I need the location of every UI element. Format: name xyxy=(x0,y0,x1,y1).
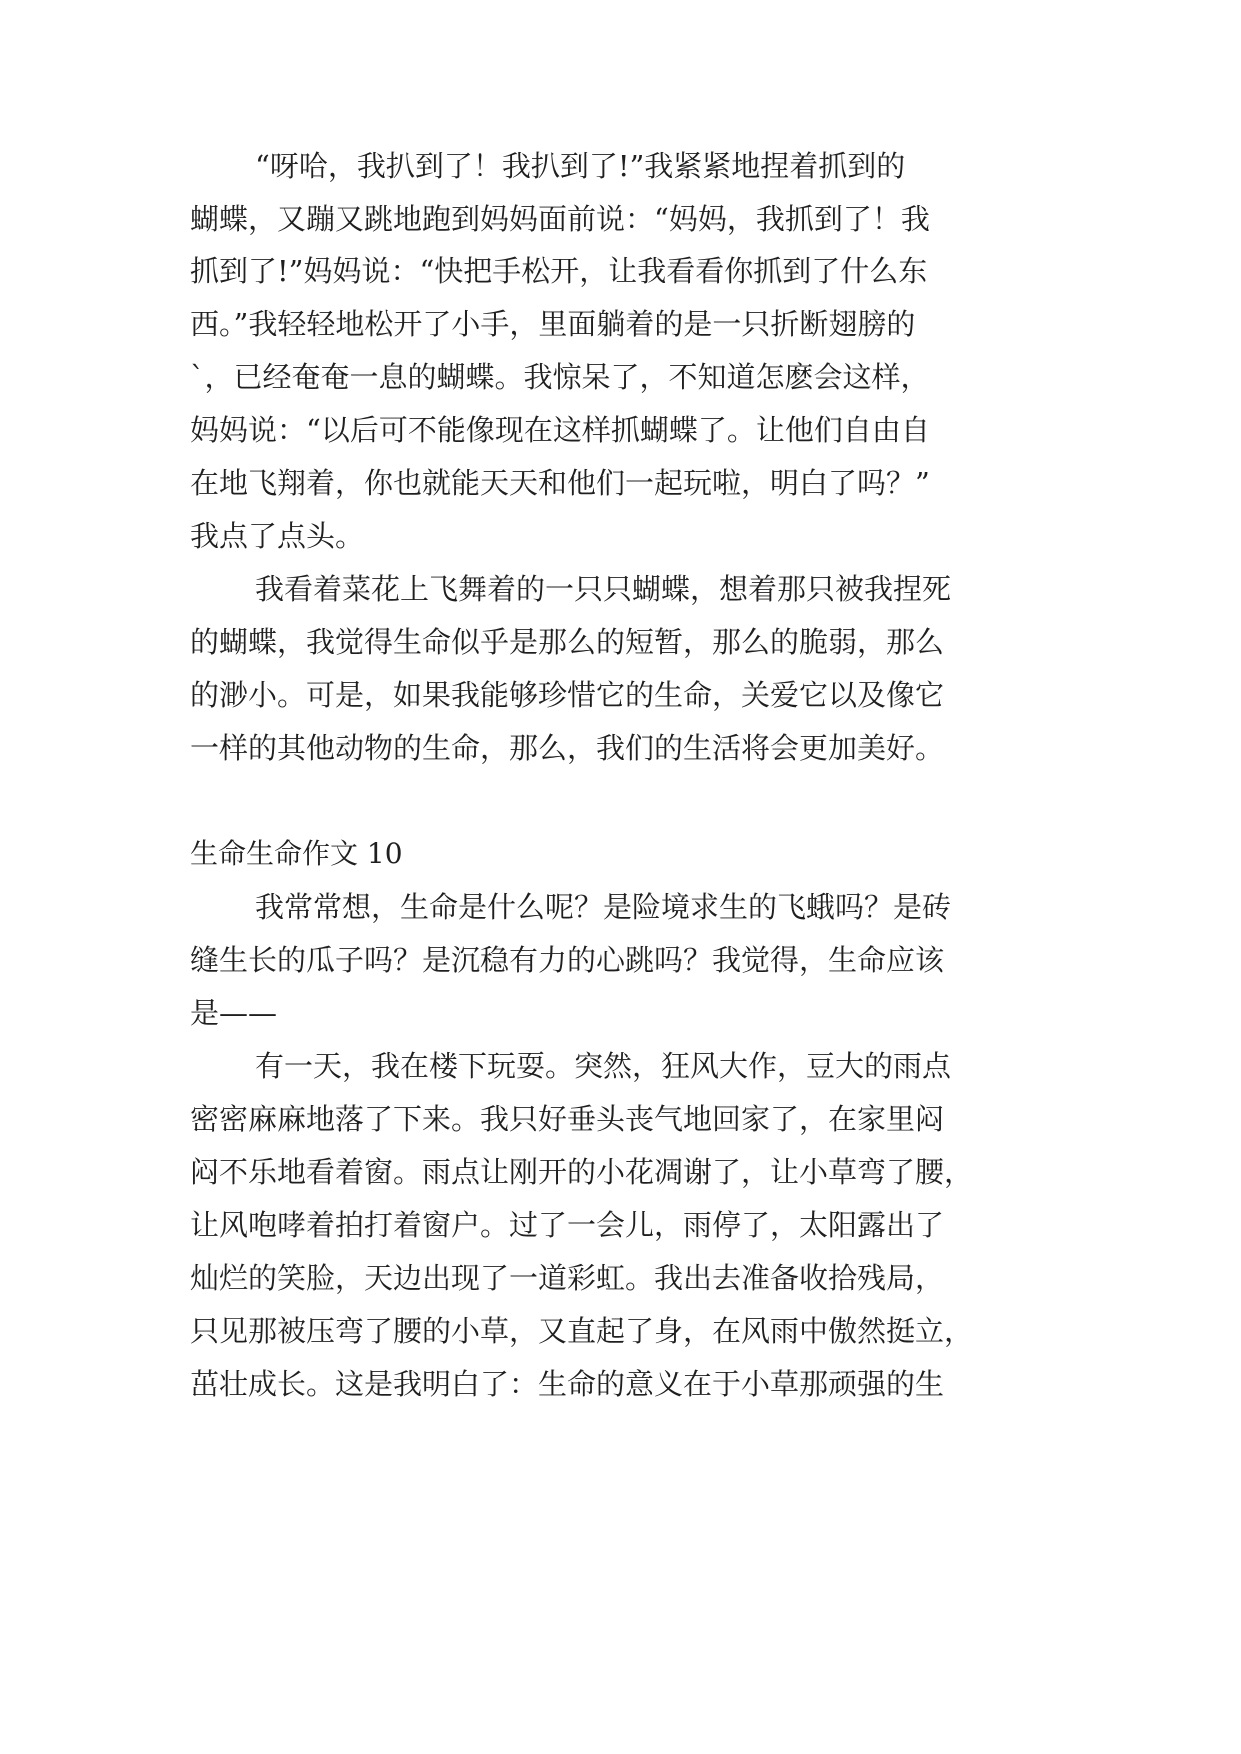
text-line: 在地飞翔着，你也就能天天和他们一起玩啦，明白了吗？” xyxy=(190,466,930,500)
text-line: 的蝴蝶，我觉得生命似乎是那么的短暂，那么的脆弱，那么 xyxy=(190,625,945,659)
text-line: 只见那被压弯了腰的小草，又直起了身，在风雨中傲然挺立， xyxy=(190,1314,974,1348)
text-line: 我常常想，生命是什么呢？是险境求生的飞蛾吗？是砖 xyxy=(255,890,952,924)
text-line: 闷不乐地看着窗。雨点让刚开的小花凋谢了，让小草弯了腰， xyxy=(190,1155,974,1189)
text-line: 是—— xyxy=(190,996,278,1030)
text-line: 让风咆哮着拍打着窗户。过了一会儿，雨停了，太阳露出了 xyxy=(190,1208,945,1242)
text-line: 茁壮成长。这是我明白了：生命的意义在于小草那顽强的生 xyxy=(190,1367,945,1401)
text-line: 灿烂的笑脸，天边出现了一道彩虹。我出去准备收拾残局， xyxy=(190,1261,945,1295)
text-line: 一样的其他动物的生命，那么，我们的生活将会更加美好。 xyxy=(190,731,945,765)
text-line: “呀哈，我扒到了！我扒到了!”我紧紧地捏着抓到的 xyxy=(255,149,906,183)
text-line: 抓到了!”妈妈说：“快把手松开，让我看看你抓到了什么东 xyxy=(190,254,928,288)
text-line: 我点了点头。 xyxy=(190,519,365,553)
text-line: 西。”我轻轻地松开了小手，里面躺着的是一只折断翅膀的 xyxy=(190,307,916,341)
text-line: 有一天，我在楼下玩耍。突然，狂风大作，豆大的雨点 xyxy=(255,1049,952,1083)
text-line: 蝴蝶，又蹦又跳地跑到妈妈面前说：“妈妈，我抓到了！我 xyxy=(190,202,930,236)
text-line: 缝生长的瓜子吗？是沉稳有力的心跳吗？我觉得，生命应该 xyxy=(190,943,945,977)
text-line: 的渺小。可是，如果我能够珍惜它的生命，关爱它以及像它 xyxy=(190,678,945,712)
text-line: 我看着菜花上飞舞着的一只只蝴蝶，想着那只被我捏死 xyxy=(255,572,952,606)
section-heading: 生命生命作文 10 xyxy=(190,837,403,870)
text-line: 密密麻麻地落了下来。我只好垂头丧气地回家了，在家里闷 xyxy=(190,1102,945,1136)
text-line: `，已经奄奄一息的蝴蝶。我惊呆了，不知道怎麽会这样， xyxy=(190,360,930,394)
text-line: 妈妈说：“以后可不能像现在这样抓蝴蝶了。让他们自由自 xyxy=(190,413,930,447)
